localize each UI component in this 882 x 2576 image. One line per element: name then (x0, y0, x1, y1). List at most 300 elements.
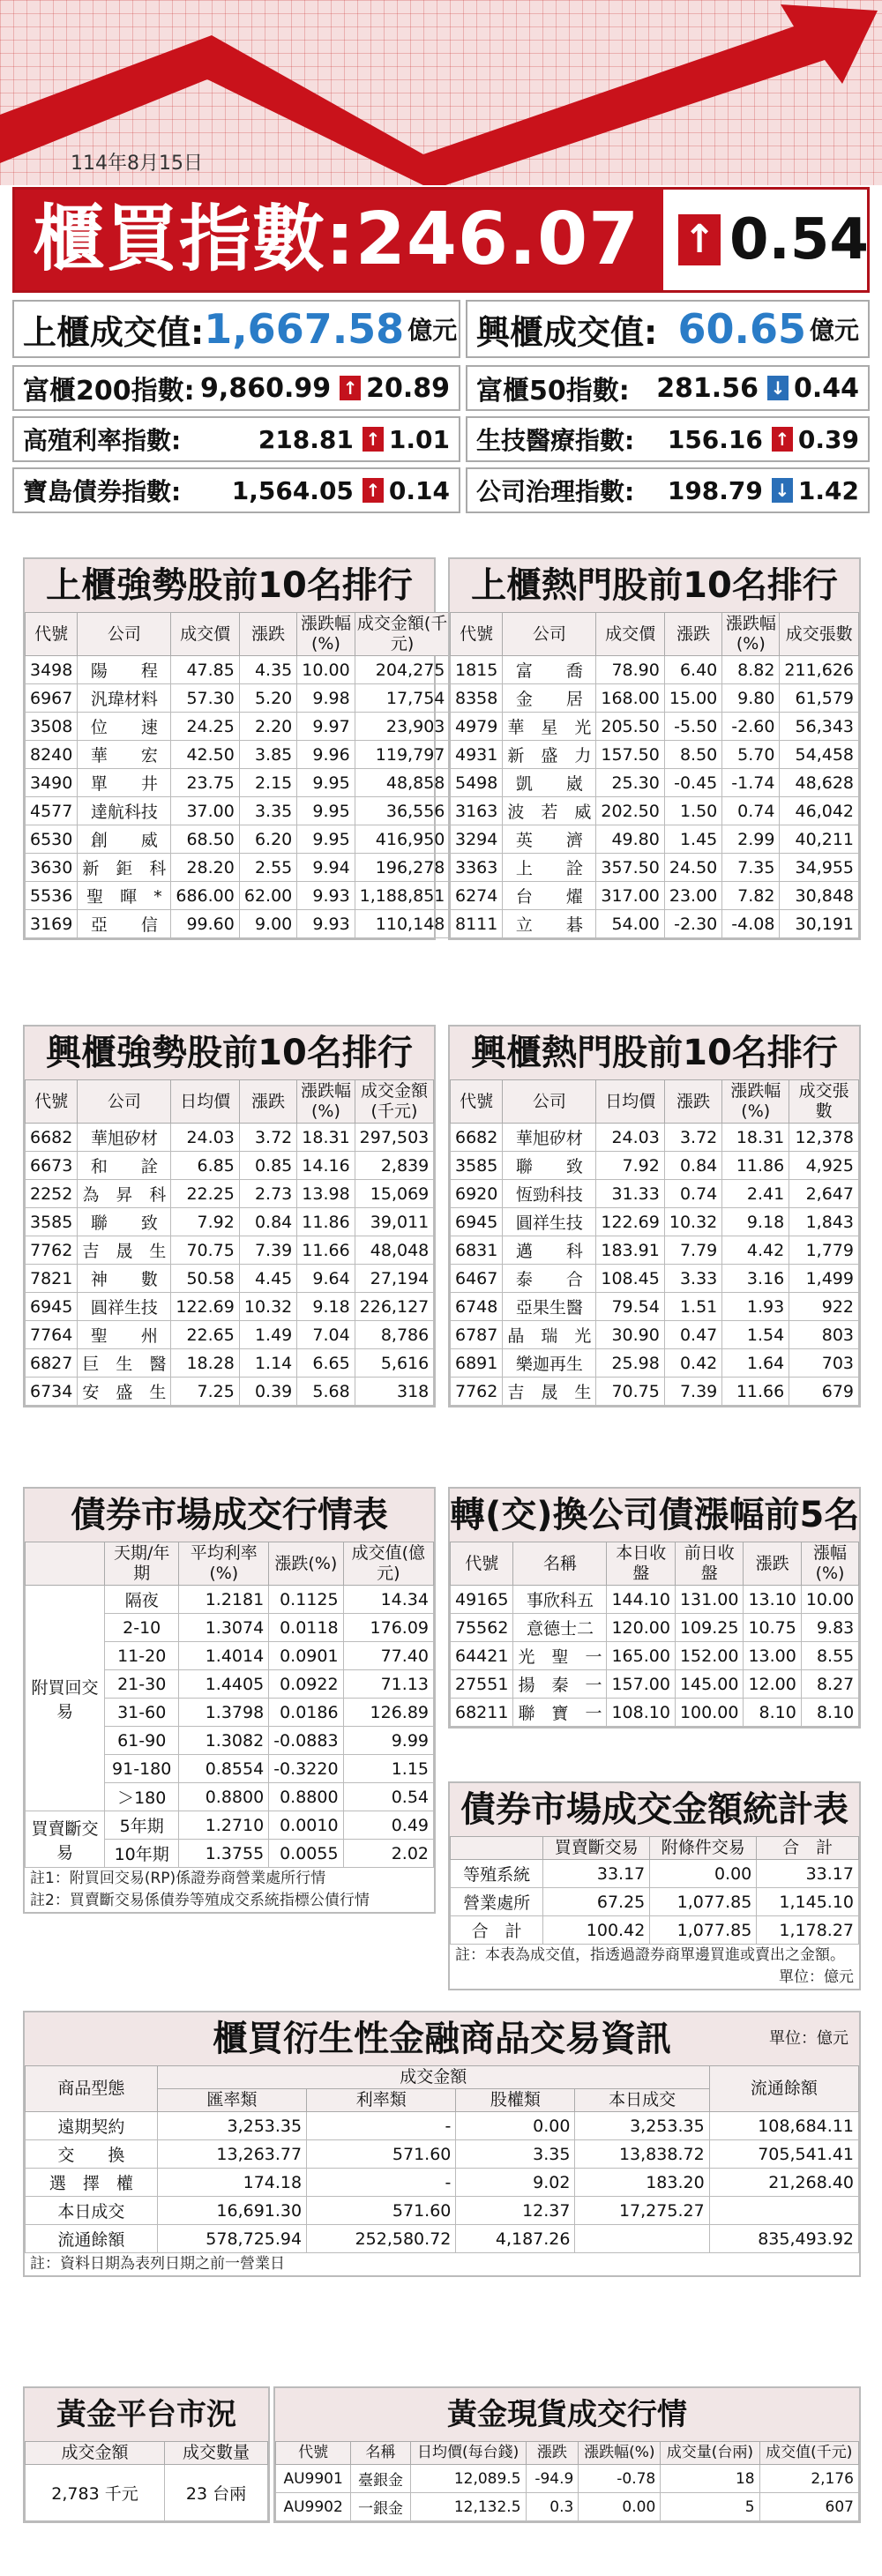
panel-title: 黃金平台市況 (25, 2388, 268, 2441)
emerging-strong-panel (23, 1025, 436, 1407)
table-cell: 12,378 (789, 1124, 859, 1152)
table-row (26, 854, 450, 882)
table-row (26, 1265, 434, 1293)
table-cell: 4979 (451, 713, 503, 741)
table-row (26, 1811, 434, 1840)
table-cell: 54.00 (596, 910, 664, 938)
up-arrow-icon: ↑ (363, 427, 384, 452)
column-header: 漲跌 (664, 613, 721, 656)
column-header: 成交金額(千元) (355, 1080, 434, 1124)
table-cell: 3.35 (456, 2140, 575, 2169)
table-cell: 1,779 (789, 1236, 859, 1265)
column-header: 本日收盤 (607, 1542, 675, 1586)
table-cell: 安 盛 生 (78, 1378, 171, 1406)
table-cell: 17,275.27 (575, 2197, 709, 2225)
unit-label: 單位：億元 (769, 2029, 848, 2048)
table-cell: 57.30 (171, 684, 239, 713)
table-cell: 流通餘額 (26, 2225, 158, 2253)
table-cell: 24.50 (664, 854, 721, 882)
index-cell (466, 365, 870, 411)
index-change: 20.89 (366, 372, 450, 404)
column-header: 公司 (503, 613, 596, 656)
index-value: 156.16 (667, 424, 763, 454)
table-cell: 5.68 (297, 1378, 355, 1406)
table-cell: 隔夜 (105, 1586, 179, 1614)
row-group-label: 附買回交易 (26, 1586, 105, 1811)
table-cell: 0.0901 (269, 1642, 343, 1670)
table-cell: 31.33 (596, 1180, 664, 1208)
otc-index-headline (12, 187, 870, 293)
table-cell: 39,011 (355, 1208, 434, 1236)
footnote: 註2：買賣斷交易係債券等殖成交系統指標公債行情 (30, 1892, 370, 1909)
up-arrow-icon: ↑ (340, 376, 361, 400)
table-cell: 3363 (451, 854, 503, 882)
index-label: 生技醫療指數: (476, 426, 635, 455)
table-cell: 1,499 (789, 1265, 859, 1293)
column-header: 前日收盤 (675, 1542, 743, 1586)
table-cell: 亞 信 (78, 910, 171, 938)
table-cell: 10.32 (664, 1208, 721, 1236)
index-value: 1,564.05 (231, 475, 354, 505)
table-cell: 2.41 (722, 1180, 789, 1208)
table-cell: 5.20 (239, 684, 296, 713)
table-cell: 8,786 (355, 1321, 434, 1349)
table-cell: 光 聖 一 (513, 1642, 607, 1670)
table-cell: 2.55 (239, 854, 296, 882)
table-cell: -94.9 (526, 2465, 579, 2493)
table-cell: 1.4014 (179, 1642, 269, 1670)
table-cell: 新 盛 力 (503, 741, 596, 769)
table-cell: 3.33 (664, 1265, 721, 1293)
index-change: 0.39 (797, 424, 859, 454)
table-cell: 99.60 (171, 910, 239, 938)
table-cell: 為 昇 科 (78, 1180, 171, 1208)
table-cell: 78.90 (596, 656, 664, 684)
table-cell: 24.03 (596, 1124, 664, 1152)
table-row (451, 1378, 859, 1406)
table-cell: 1,188,851 (355, 882, 450, 910)
table-row (451, 1916, 859, 1945)
table-cell: 0.8800 (179, 1783, 269, 1811)
table-cell: 10.32 (239, 1293, 296, 1321)
table-row (451, 1124, 859, 1152)
table-cell: 18.31 (722, 1124, 789, 1152)
table-row (451, 1860, 859, 1888)
table-cell: 25.98 (596, 1349, 664, 1378)
index-cell (466, 300, 870, 358)
up-arrow-icon: ↑ (772, 427, 793, 452)
column-header: 漲跌 (239, 1080, 296, 1124)
table-cell: 21,268.40 (709, 2169, 858, 2197)
table-cell: 邁 科 (503, 1236, 596, 1265)
table-cell: 1.50 (664, 797, 721, 825)
table-cell: 204,275 (355, 656, 450, 684)
table-cell: 1.2181 (179, 1586, 269, 1614)
table-cell: 23.00 (664, 882, 721, 910)
index-change: 0.14 (388, 475, 450, 505)
table-cell: 119,797 (355, 741, 450, 769)
headline-change-value: 0.54 (729, 207, 869, 273)
table-cell: 9.95 (297, 769, 355, 797)
row-group-label: 買賣斷交易 (26, 1811, 105, 1868)
table-cell: 6891 (451, 1349, 503, 1378)
table-cell: 吉 晟 生 (503, 1378, 596, 1406)
index-label: 公司治理指數: (476, 477, 635, 506)
index-label: 上櫃成交值: (23, 312, 205, 352)
table-cell: 49.80 (596, 825, 664, 854)
table-cell: 6734 (26, 1378, 78, 1406)
table-cell: 18.28 (171, 1349, 239, 1378)
table-cell: 聖 州 (78, 1321, 171, 1349)
table-cell: 30.90 (596, 1321, 664, 1349)
table-row (26, 1586, 434, 1614)
table-cell: - (307, 2112, 456, 2140)
table-cell: 120.00 (607, 1614, 675, 1642)
table-cell: 6.40 (664, 656, 721, 684)
column-header: 買賣斷交易 (543, 1837, 650, 1860)
table-cell: 4.45 (239, 1265, 296, 1293)
table-cell: 12.00 (744, 1670, 801, 1699)
table-cell: 1.14 (239, 1349, 296, 1378)
table-cell: 2252 (26, 1180, 78, 1208)
table-cell: 1.3798 (179, 1699, 269, 1727)
otc-hot-panel (448, 557, 861, 940)
table-cell: 選 擇 權 (26, 2169, 158, 2197)
table-cell: 波 若 威 (503, 797, 596, 825)
column-header: 成交張數 (789, 1080, 859, 1124)
table-cell: 1,145.10 (757, 1888, 859, 1916)
table-cell: 8.10 (801, 1699, 858, 1727)
column-header: 代號 (451, 1542, 513, 1586)
table-cell: 2.02 (343, 1840, 433, 1868)
table-cell: 91-180 (105, 1755, 179, 1783)
table-cell: 8.82 (722, 656, 780, 684)
table-cell: 0.1125 (269, 1586, 343, 1614)
column-header: 名稱 (351, 2442, 410, 2465)
table-cell: 1.54 (722, 1321, 789, 1349)
table-row (451, 797, 859, 825)
table-cell: 9.99 (343, 1727, 433, 1755)
bond-stats-panel (448, 1781, 861, 1990)
table-cell: 英 濟 (503, 825, 596, 854)
table-cell: AU9901 (276, 2465, 351, 2493)
table-cell: 2,176 (759, 2465, 858, 2493)
table-cell: 聯 致 (78, 1208, 171, 1236)
table-cell: 6920 (451, 1180, 503, 1208)
table-cell: 9.64 (297, 1265, 355, 1293)
table-cell: 196,278 (355, 854, 450, 882)
emerging-hot-panel (448, 1025, 861, 1407)
table-row (26, 882, 450, 910)
table-row (26, 2197, 859, 2225)
table-cell: 8111 (451, 910, 503, 938)
panel-title: 上櫃熱門股前10名排行 (450, 559, 859, 612)
table-row (26, 1152, 434, 1180)
table-cell: 10年期 (105, 1840, 179, 1868)
table-row (451, 910, 859, 938)
table-cell: 9.93 (297, 882, 355, 910)
table-cell: 聯 致 (503, 1152, 596, 1180)
index-label: 富櫃200指數: (23, 376, 195, 407)
derivatives-table (25, 2065, 859, 2253)
column-header: 漲跌 (744, 1542, 801, 1586)
table-cell: 意德士二 (513, 1614, 607, 1642)
table-cell: 7.92 (596, 1152, 664, 1180)
table-cell: 30,191 (780, 910, 859, 938)
panel-title: 興櫃熱門股前10名排行 (450, 1027, 859, 1079)
table-cell: 0.0922 (269, 1670, 343, 1699)
index-cell (12, 467, 460, 513)
table-cell: 8.55 (801, 1642, 858, 1670)
table-cell: 汎瑋材料 (78, 684, 171, 713)
table-cell: 108,684.11 (709, 2112, 858, 2140)
table-cell: 3.72 (239, 1124, 296, 1152)
table-row (451, 1236, 859, 1265)
panel-title: 上櫃強勢股前10名排行 (25, 559, 434, 612)
table-cell: 0.00 (579, 2493, 661, 2521)
table-cell: 0.00 (456, 2112, 575, 2140)
table-cell: 6467 (451, 1265, 503, 1293)
panel-title: 櫃買衍生性金融商品交易資訊 (213, 2019, 671, 2059)
table-cell: 803 (789, 1321, 859, 1349)
table-cell: 226,127 (355, 1293, 434, 1321)
table-row (451, 713, 859, 741)
table-cell: 7.39 (664, 1378, 721, 1406)
column-header: 日均價 (596, 1080, 664, 1124)
table-cell: 1,077.85 (650, 1888, 757, 1916)
column-header: 合 計 (757, 1837, 859, 1860)
table-cell: 10.00 (801, 1586, 858, 1614)
table-cell: 神 數 (78, 1265, 171, 1293)
table-cell: 0.47 (664, 1321, 721, 1349)
table-row (26, 2112, 859, 2140)
table-cell: 9.95 (297, 825, 355, 854)
table-row (451, 1699, 859, 1727)
index-value: 218.81 (258, 424, 354, 454)
table-cell: 9.18 (297, 1293, 355, 1321)
table-row (26, 2225, 859, 2253)
table-cell: 5498 (451, 769, 503, 797)
table-cell: 100.42 (543, 1916, 650, 1945)
column-header: 利率類 (307, 2089, 456, 2112)
column-header: 成交金額(千元) (355, 613, 450, 656)
table-cell: 3163 (451, 797, 503, 825)
table-cell: 聖 暉 * (78, 882, 171, 910)
table-cell: 3585 (451, 1152, 503, 1180)
table-row (451, 1180, 859, 1208)
table-cell: 3508 (26, 713, 78, 741)
table-cell: 12,089.5 (410, 2465, 526, 2493)
table-cell: 樂迦再生 (503, 1349, 596, 1378)
table-cell: 營業處所 (451, 1888, 543, 1916)
table-row (451, 1614, 859, 1642)
table-cell: 0.84 (239, 1208, 296, 1236)
table-cell: 13.10 (744, 1586, 801, 1614)
table-cell: 10.75 (744, 1614, 801, 1642)
table-cell: 5年期 (105, 1811, 179, 1840)
table-row (451, 1586, 859, 1614)
table-cell: 70.75 (596, 1378, 664, 1406)
table-cell: 0.8554 (179, 1755, 269, 1783)
table-cell: 922 (789, 1293, 859, 1321)
convertible-bond-panel (448, 1487, 861, 1729)
column-header: 名稱 (513, 1542, 607, 1586)
table-cell: 6274 (451, 882, 503, 910)
table-cell: 5 (661, 2493, 759, 2521)
table-cell: 202.50 (596, 797, 664, 825)
index-change: 1.01 (388, 424, 450, 454)
column-header: 漲跌幅(%) (722, 1080, 789, 1124)
table-cell: 1.15 (343, 1755, 433, 1783)
headline-value: 246.07 (355, 198, 640, 281)
table-cell: 12,132.5 (410, 2493, 526, 2521)
table-cell: 24.03 (171, 1124, 239, 1152)
column-header (451, 1837, 543, 1860)
table-cell: 109.25 (675, 1614, 743, 1642)
table-cell: 10.00 (297, 656, 355, 684)
table-cell: 9.80 (722, 684, 780, 713)
up-arrow-icon: ↑ (363, 478, 384, 503)
table-cell: 28.20 (171, 854, 239, 882)
table-cell: 6748 (451, 1293, 503, 1321)
table-cell: 0.85 (239, 1152, 296, 1180)
index-cell (12, 300, 460, 358)
table-cell: 7764 (26, 1321, 78, 1349)
index-cell (466, 416, 870, 462)
table-cell: 遠期契約 (26, 2112, 158, 2140)
column-header: 天期/年期 (105, 1542, 179, 1586)
table-cell: 357.50 (596, 854, 664, 882)
table-cell: 合 計 (451, 1916, 543, 1945)
table-row (26, 741, 450, 769)
table-cell: 3490 (26, 769, 78, 797)
table-row (451, 854, 859, 882)
table-cell: 49165 (451, 1586, 513, 1614)
table-cell: 0.8800 (269, 1783, 343, 1811)
table-cell: 1.93 (722, 1293, 789, 1321)
table-cell: 48,048 (355, 1236, 434, 1265)
table-cell: 0.74 (722, 797, 780, 825)
table-cell: AU9902 (276, 2493, 351, 2521)
table-cell: 62.00 (239, 882, 296, 910)
table-row (26, 825, 450, 854)
table-cell: 8.10 (744, 1699, 801, 1727)
index-value: 198.79 (667, 475, 763, 505)
table-cell: 2,783 千元 (26, 2465, 165, 2521)
table-cell: 13,263.77 (157, 2140, 306, 2169)
table-cell: 亞果生醫 (503, 1293, 596, 1321)
otc-strong-table (25, 612, 450, 938)
up-arrow-icon: ↑ (678, 214, 721, 265)
table-cell: 0.42 (664, 1349, 721, 1378)
table-cell: 3.35 (239, 797, 296, 825)
table-cell: 252,580.72 (307, 2225, 456, 2253)
table-cell: 9.83 (801, 1614, 858, 1642)
table-cell: 華 星 光 (503, 713, 596, 741)
table-cell: 17,754 (355, 684, 450, 713)
table-cell: 703 (789, 1349, 859, 1378)
index-value: 1,667.58 (204, 305, 405, 353)
column-header: 公司 (78, 613, 171, 656)
table-cell: 0.74 (664, 1180, 721, 1208)
table-cell: 3585 (26, 1208, 78, 1236)
table-cell: 23 台兩 (165, 2465, 268, 2521)
table-cell: 416,950 (355, 825, 450, 854)
column-header: 附條件交易 (650, 1837, 757, 1860)
table-cell: 14.16 (297, 1152, 355, 1180)
table-cell: 6.85 (171, 1152, 239, 1180)
table-row (451, 1265, 859, 1293)
table-cell: 24.25 (171, 713, 239, 741)
table-cell: 一銀金 (351, 2493, 410, 2521)
unit-label: 單位：億元 (779, 1968, 854, 1986)
table-cell: 8.50 (664, 741, 721, 769)
table-cell: 5.70 (722, 741, 780, 769)
convertible-bond-table (450, 1542, 859, 1727)
table-cell: 6787 (451, 1321, 503, 1349)
table-cell: 100.00 (675, 1699, 743, 1727)
table-cell: 5,616 (355, 1349, 434, 1378)
column-header: 漲跌幅(%) (297, 1080, 355, 1124)
footnote: 註：資料日期為表列日期之前一營業日 (30, 2255, 285, 2273)
table-cell: 事欣科五 (513, 1586, 607, 1614)
panel-title: 轉(交)換公司債漲幅前5名 (450, 1489, 859, 1542)
gold-spot-table (275, 2441, 859, 2521)
panel-title: 興櫃強勢股前10名排行 (25, 1027, 434, 1079)
footnote: 註1：附買回交易(RP)係證券商營業處所行情 (30, 1870, 326, 1887)
table-cell: 上 詮 (503, 854, 596, 882)
table-row (26, 656, 450, 684)
table-cell: 2,647 (789, 1180, 859, 1208)
table-cell: 21-30 (105, 1670, 179, 1699)
table-cell: 144.10 (607, 1586, 675, 1614)
table-row (26, 1349, 434, 1378)
table-row (26, 1293, 434, 1321)
table-cell: 9.18 (722, 1208, 789, 1236)
column-header: 代號 (276, 2442, 351, 2465)
table-cell: 15,069 (355, 1180, 434, 1208)
panel-title-bar (25, 2012, 859, 2065)
table-cell: 1.49 (239, 1321, 296, 1349)
table-cell: 174.18 (157, 2169, 306, 2197)
table-cell: 9.00 (239, 910, 296, 938)
table-cell: 68211 (451, 1699, 513, 1727)
otc-strong-panel (23, 557, 448, 940)
table-cell: -0.78 (579, 2465, 661, 2493)
table-row (451, 882, 859, 910)
table-cell: 6530 (26, 825, 78, 854)
table-cell: 6682 (451, 1124, 503, 1152)
table-cell: 122.69 (596, 1208, 664, 1236)
column-header: 日均價 (171, 1080, 239, 1124)
table-cell: 131.00 (675, 1586, 743, 1614)
table-cell: 126.89 (343, 1699, 433, 1727)
table-cell: 297,503 (355, 1124, 434, 1152)
table-cell: 77.40 (343, 1642, 433, 1670)
table-cell: 4.35 (239, 656, 296, 684)
hero-banner (0, 0, 882, 185)
table-cell: 42.50 (171, 741, 239, 769)
table-cell: 68.50 (171, 825, 239, 854)
table-row (276, 2465, 859, 2493)
index-change: 0.44 (793, 372, 859, 404)
table-row (26, 1321, 434, 1349)
table-cell: 晶 瑞 光 (503, 1321, 596, 1349)
table-cell: 145.00 (675, 1670, 743, 1699)
table-cell: 5536 (26, 882, 78, 910)
table-cell: 圓祥生技 (503, 1208, 596, 1236)
table-row (26, 2140, 859, 2169)
